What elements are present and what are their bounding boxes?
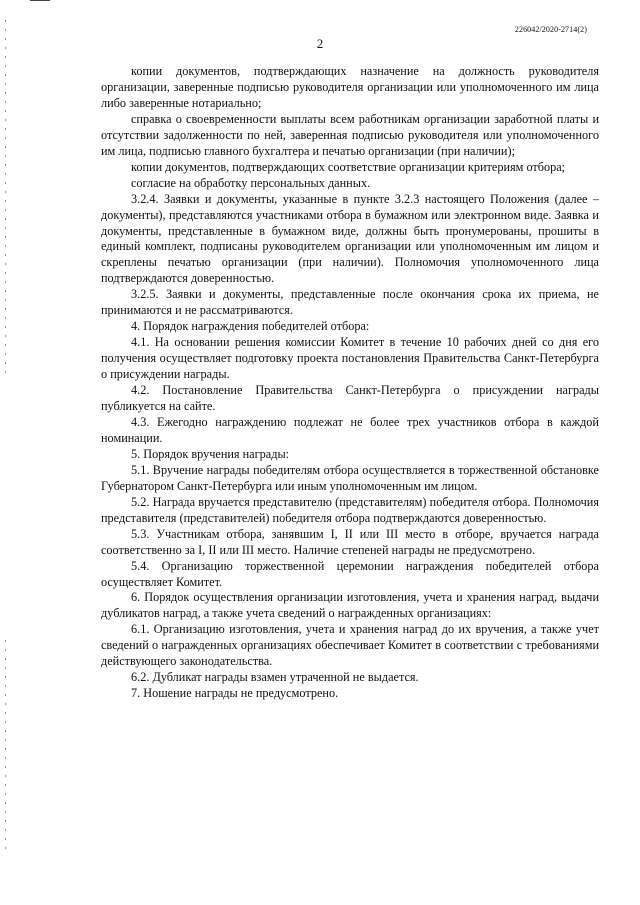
paragraph-4-2: 4.2. Постановление Правительства Санкт-Петербурга о присуждении награды публикуется на сайте. (101, 383, 599, 414)
paragraph-3-2-5: 3.2.5. Заявки и документы, представленные после окончания срока их приема, не принимаются и не рассматриваются. (101, 287, 599, 318)
paragraph-5-3: 5.3. Участникам отбора, занявшим I, II или III место в отборе, вручается награда соответственно за I, II или III место. Наличие степеней награды не предусмотрено. (101, 526, 599, 557)
paragraph-4-1: 4.1. На основании решения комиссии Комитет в течение 10 рабочих дней со дня его получения осуществляет подготовку проекта постановления Правительства Санкт-Петербурга о присуждении награды. (101, 335, 599, 382)
paragraph-5-1: 5.1. Вручение награды победителям отбора осуществляется в торжественной обстановке Губернатором Санкт-Петербурга или иным уполномоченным им лицом. (101, 462, 599, 493)
paragraph-4-3: 4.3. Ежегодно награждению подлежат не более трех участников отбора в каждой номинации. (101, 414, 599, 445)
paragraph-6-1: 6.1. Организацию изготовления, учета и хранения наград до их вручения, а также учет сведений о награжденных организациях обеспечивает Комитет в соответствии с требованиями действующего законодательства. (101, 622, 599, 669)
page-number: 2 (316, 36, 324, 51)
section-heading-5: 5. Порядок вручения награды: (131, 446, 290, 461)
paragraph-consent: согласие на обработку персональных данных. (131, 175, 371, 190)
scan-edge-upper (5, 20, 6, 380)
paragraph-5-2: 5.2. Награда вручается представителю (представителям) победителя отбора. Полномочия представителя (представителей) победителя отбора подтверждаются доверенностью. (101, 494, 599, 525)
document-body (101, 64, 599, 702)
paragraph-6-2: 6.2. Дубликат награды взамен утраченной не выдается. (131, 670, 419, 685)
paragraph-documents-copies: копии документов, подтверждающих назначение на должность руководителя организации, заверенные подписью руководителя организации или уполномоченного им лица либо заверенные нотариально; (101, 64, 599, 110)
scan-top-mark (30, 0, 50, 1)
document-code: 226042/2020-2714(2) (514, 25, 587, 34)
scan-edge-lower (5, 640, 6, 850)
section-heading-7: 7. Ношение награды не предусмотрено. (131, 686, 339, 701)
paragraph-salary-certificate: справка о своевременности выплаты всем работникам организации заработной платы и отсутствии задолженности по ней, заверенная подписью руководителя или уполномоченного им лица, подписью главного бухгалтера и печатью организации (при наличии); (101, 111, 599, 158)
section-heading-4: 4. Порядок награждения победителей отбора: (131, 319, 370, 334)
paragraph-criteria-documents: копии документов, подтверждающих соответствие организации критериям отбора; (131, 159, 566, 174)
section-heading-6: 6. Порядок осуществления организации изготовления, учета и хранения наград, выдачи дубликатов наград, а также учета сведений о награжденных организациях: (101, 590, 599, 621)
paragraph-3-2-4: 3.2.4. Заявки и документы, указанные в пункте 3.2.3 настоящего Положения (далее – документы), представляются участниками отбора в бумажном или электронном виде. Заявка и документы, представленные в бумажном виде, должны быть пронумерованы, прошиты в единый комплект, подписаны руководителем организации или уполномоченным им лицом и скреплены печатью организации (при наличии). Полномочия уполномоченного лица подтверждаются доверенностью. (101, 191, 599, 286)
paragraph-5-4: 5.4. Организацию торжественной церемонии награждения победителей отбора осуществляет Комитет. (101, 558, 599, 589)
